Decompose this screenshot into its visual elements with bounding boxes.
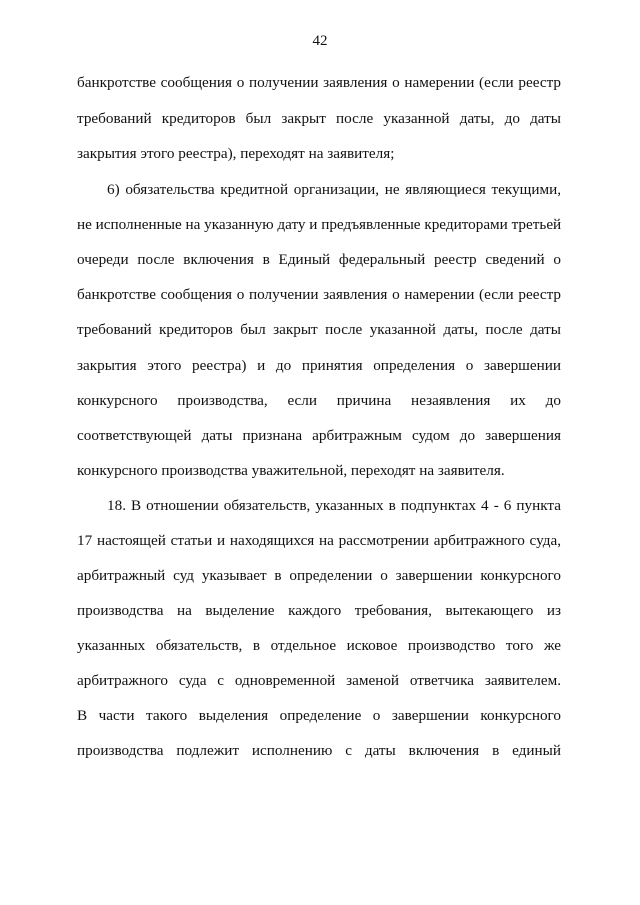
text-line: требований кредиторов был закрыт после указанной даты, после даты [77,321,561,338]
text-line: 18. В отношении обязательств, указанных в подпунктах 4 - 6 пункта [107,497,561,514]
text-line: 6) обязательства кредитной организации, не являющиеся текущими, [107,181,561,198]
text-line: производства подлежит исполнению с даты включения в единый [77,742,561,759]
text-line: требований кредиторов был закрыт после указанной даты, до даты [77,110,561,127]
page-number: 42 [312,33,328,49]
text-line: закрытия этого реестра), переходят на заявителя; [77,145,395,162]
text-line: арбитражного суда с одновременной заменой ответчика заявителем. [77,672,561,689]
text-line: 17 настоящей статьи и находящихся на рассмотрении арбитражного суда, [77,532,561,549]
text-line: банкротстве сообщения о получении заявления о намерении (если реестр [77,286,561,303]
text-line: соответствующей даты признана арбитражным судом до завершения [77,427,561,444]
text-line: В части такого выделения определение о завершении конкурсного [77,707,561,724]
text-line: арбитражный суд указывает в определении о завершении конкурсного [77,567,561,584]
text-line: очереди после включения в Единый федеральный реестр сведений о [77,251,561,268]
text-line: конкурсного производства уважительной, переходят на заявителя. [77,462,505,479]
text-line: указанных обязательств, в отдельное исковое производство того же [77,637,561,654]
text-line: банкротстве сообщения о получении заявления о намерении (если реестр [77,74,561,91]
text-line: не исполненные на указанную дату и предъявленные кредиторами третьей [77,216,562,233]
text-line: закрытия этого реестра) и до принятия определения о завершении [77,357,561,374]
text-line: производства на выделение каждого требования, вытекающего из [77,602,561,619]
text-line: конкурсного производства, если причина незаявления их до [77,392,561,409]
